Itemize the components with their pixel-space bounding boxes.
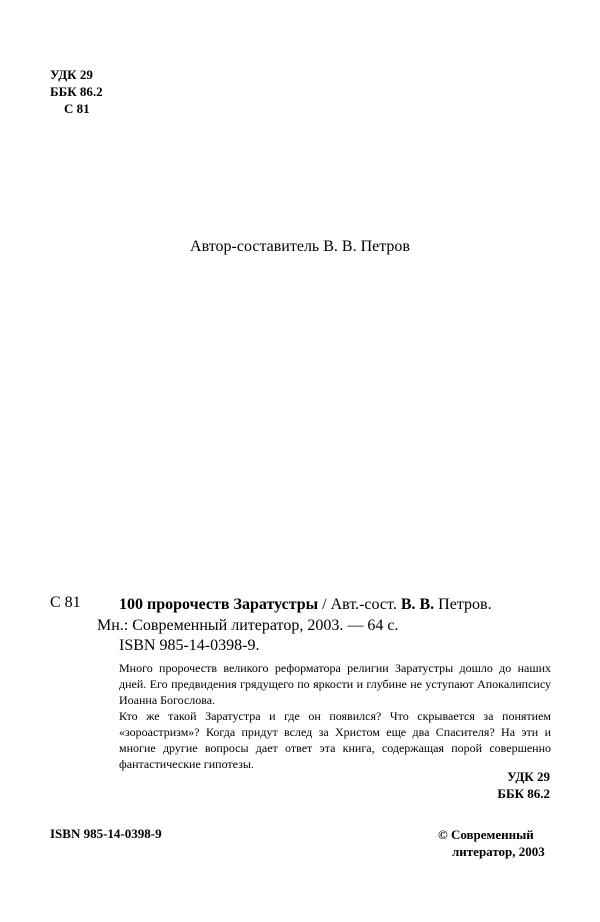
udk-code-bottom: УДК 29 (507, 769, 550, 784)
classification-codes-bottom (497, 768, 550, 802)
copyright-line-1: © Современный (438, 827, 534, 842)
book-title: 100 пророчеств Заратустры (119, 596, 319, 613)
copyright-line-2: литератор, 2003 (452, 844, 545, 859)
isbn-bottom: ISBN 985-14-0398-9 (50, 826, 162, 841)
author-mark: С 81 (64, 101, 90, 116)
responsibility-initials: В. В. (400, 596, 435, 613)
annotation-paragraph-1: Много пророчеств великого реформатора религии Заратустры дошло до наших дней. Его предвидения грядущего по яркости и глубине не уступают Апокалипсису Иоанна Богослова. (119, 661, 551, 707)
annotation-paragraph-2: Кто же такой Заратустра и где он появился? Что скрывается за понятием «зороастризм»? Когда придут вслед за Христом еще два Спасителя? На эти и многие другие вопросы дает ответ эта книга, содержащая порой совершенно фантастические гипотезы. (119, 709, 551, 771)
bbk-code-bottom: ББК 86.2 (497, 786, 550, 801)
responsibility-name: Петров. (434, 596, 492, 613)
copyright (438, 826, 545, 860)
annotation (119, 660, 551, 772)
bbk-code: ББК 86.2 (50, 84, 103, 99)
udk-code: УДК 29 (50, 67, 93, 82)
catalog-author-mark: С 81 (50, 594, 81, 611)
responsibility-prefix: / Авт.-сост. (318, 596, 401, 613)
catalog-isbn: ISBN 985-14-0398-9. (119, 637, 260, 654)
catalog-entry (97, 594, 559, 636)
classification-codes-top (50, 66, 103, 117)
imprint-line: Мн.: Современный литератор, 2003. — 64 с. (97, 617, 399, 634)
author-line: Автор-составитель В. В. Петров (190, 238, 410, 255)
